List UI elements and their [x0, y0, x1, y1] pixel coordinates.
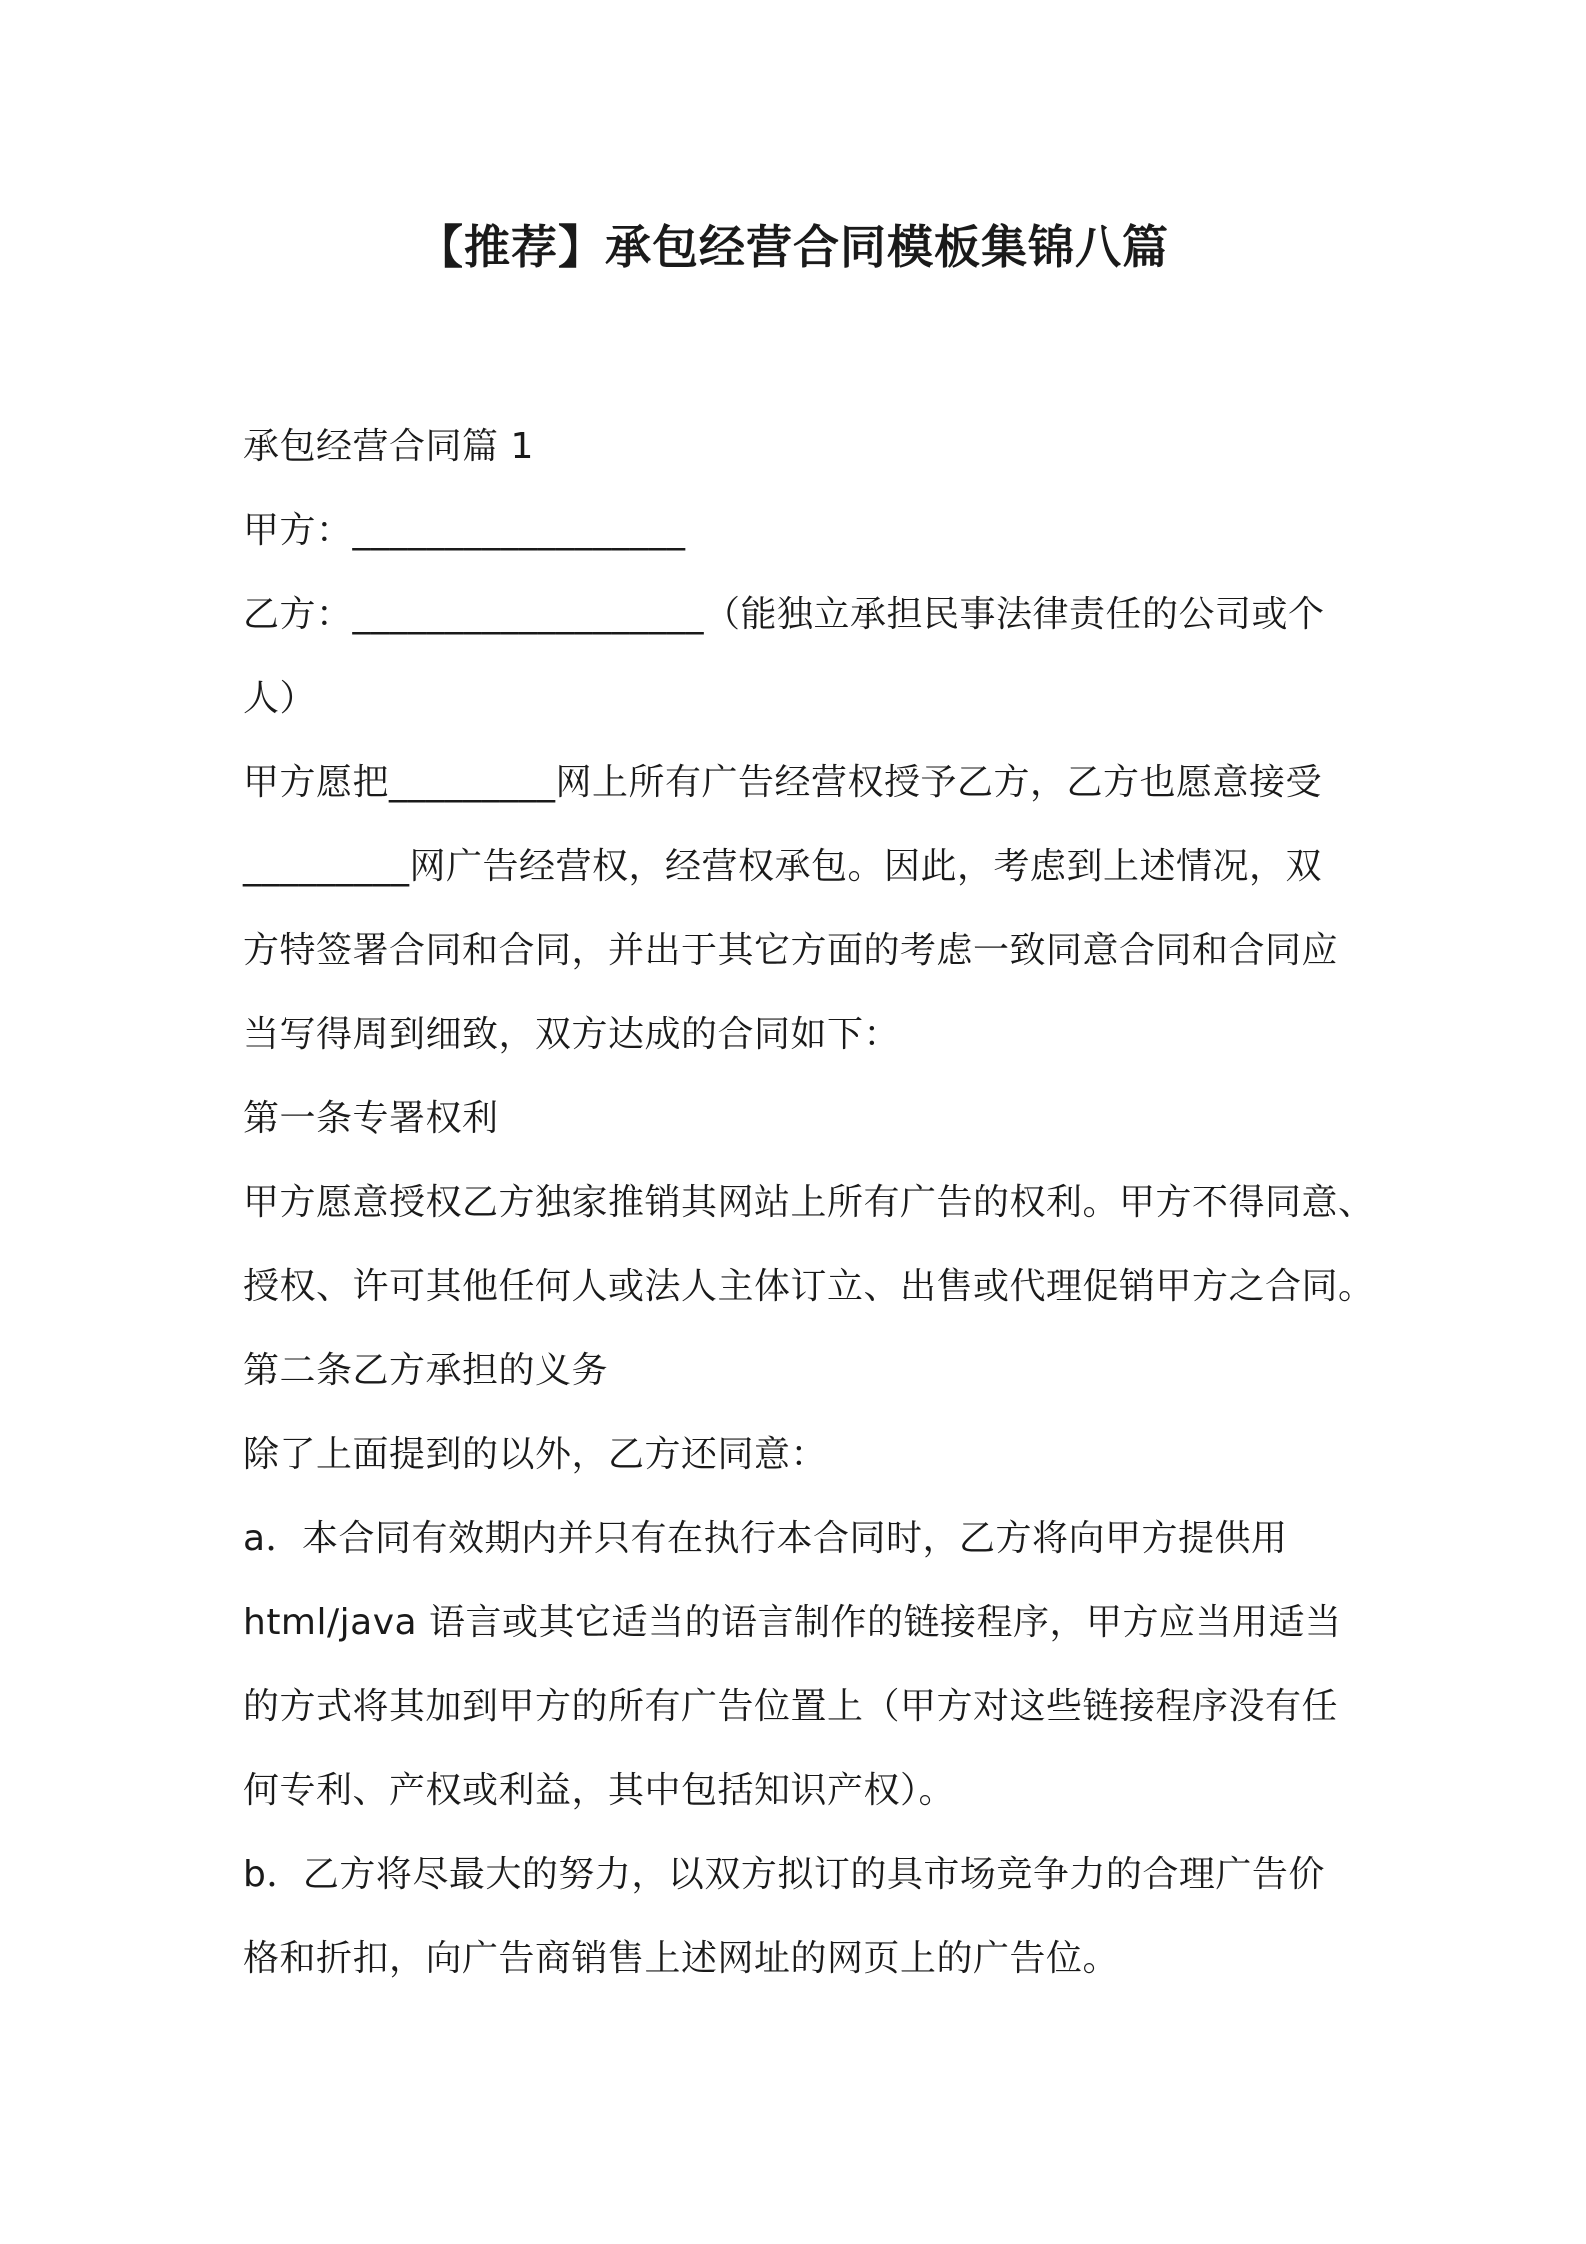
- section-heading: 承包经营合同篇 1: [243, 426, 534, 467]
- body-line: 的方式将其加到甲方的所有广告位置上（甲方对这些链接程序没有任: [243, 1686, 1339, 1727]
- body-line: 方特签署合同和合同，并出于其它方面的考虑一致同意合同和合同应: [243, 930, 1339, 971]
- body-line: html/java 语言或其它适当的语言制作的链接程序，甲方应当用适当: [243, 1602, 1342, 1643]
- article-heading: 第二条乙方承担的义务: [243, 1350, 609, 1391]
- body-line: 甲方愿把_________网上所有广告经营权授予乙方，乙方也愿意接受: [243, 762, 1323, 803]
- body-line: 授权、许可其他任何人或法人主体订立、出售或代理促销甲方之合同。: [243, 1266, 1375, 1307]
- body-line: 何专利、产权或利益，其中包括知识产权）。: [243, 1770, 956, 1811]
- body-line: 格和折扣，向广告商销售上述网址的网页上的广告位。: [243, 1938, 1120, 1979]
- body-line: 除了上面提到的以外，乙方还同意：: [243, 1434, 828, 1475]
- clause-line: a．本合同有效期内并只有在执行本合同时，乙方将向甲方提供用: [243, 1518, 1288, 1559]
- body-line: 甲方愿意授权乙方独家推销其网站上所有广告的权利。甲方不得同意、: [243, 1182, 1375, 1223]
- article-heading: 第一条专署权利: [243, 1098, 499, 1139]
- party-a-line: 甲方：__________________: [243, 510, 686, 551]
- body-line: 当写得周到细致，双方达成的合同如下：: [243, 1014, 901, 1055]
- document-body: [243, 405, 1383, 2001]
- body-line: _________网广告经营权，经营权承包。因此，考虑到上述情况，双: [243, 846, 1323, 887]
- party-b-line: 乙方：___________________（能独立承担民事法律责任的公司或个: [243, 594, 1325, 635]
- body-line: 人）: [243, 678, 317, 719]
- document-title: 【推荐】承包经营合同模板集锦八篇: [417, 220, 1169, 274]
- clause-line: b．乙方将尽最大的努力，以双方拟订的具市场竞争力的合理广告价: [243, 1854, 1325, 1895]
